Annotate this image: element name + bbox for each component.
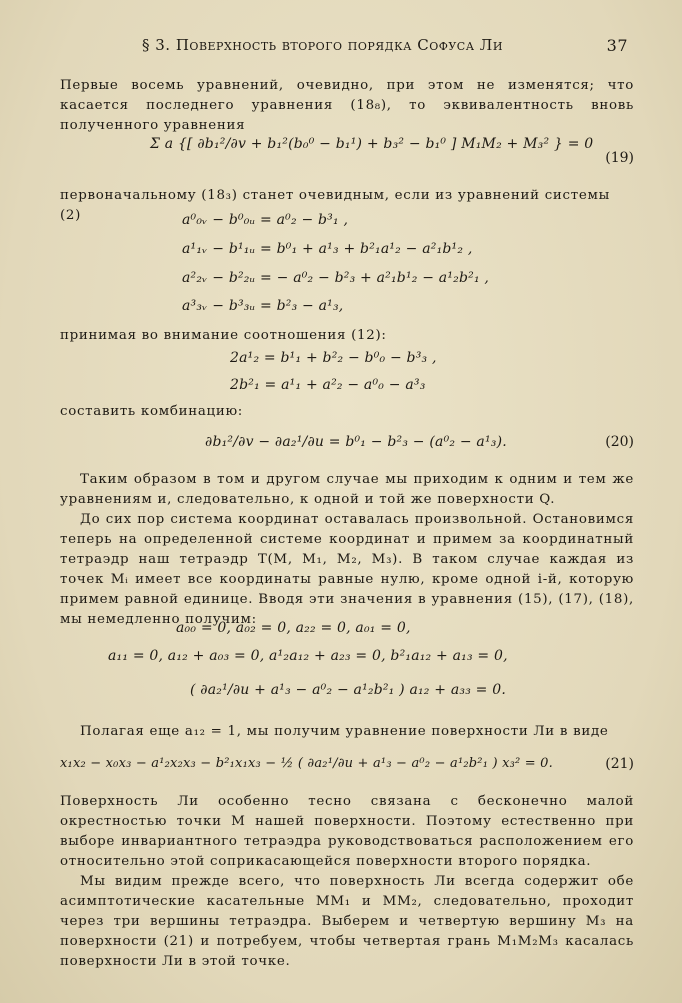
system-2-line-3: a²₂ᵥ − b²₂ᵤ = − a⁰₂ − b²₃ + a²₁b¹₂ − a¹₂b²₁ ,	[182, 270, 490, 286]
equation-20-number: (20)	[605, 434, 634, 450]
section-title: § 3. Поверхность второго порядка Софуса Ли	[142, 36, 503, 54]
page-number: 37	[606, 36, 628, 55]
paragraph-1: Первые восемь уравнений, очевидно, при этом не изменятся; что касается последнего уравнения (18₈), то эквивалентность вновь полученного уравнения	[60, 78, 634, 133]
equation-21: x₁x₂ − x₀x₃ − a¹₂x₂x₃ − b²₁x₁x₃ − ½ ( ∂a₂¹/∂u + a¹₃ − a⁰₂ − a¹₂b²₁ ) x₃² = 0.	[60, 756, 553, 771]
running-header	[60, 36, 632, 58]
paragraph-5: Таким образом в том и другом случае мы приходим к одним и тем же уравнениям и, следовательно, к одной и той же поверхности Q.	[60, 472, 634, 507]
equations-row-1: a₀₀ = 0, a₀₂ = 0, a₂₂ = 0, a₀₁ = 0,	[176, 620, 411, 636]
paragraph-8: Поверхность Ли особенно тесно связана с бесконечно малой окрестностью точки M нашей поверхности. Поэтому естественно при выборе инвариантного тетраэдра руководствоваться расположением его относительно этой соприкасающейся поверхности второго порядка.	[60, 794, 634, 869]
system-2-line-4: a³₃ᵥ − b³₃ᵤ = b²₃ − a¹₃,	[182, 298, 344, 314]
equation-19: Σ a {[ ∂b₁²/∂v + b₁²(b₀⁰ − b₁¹) + b₃² − b₁⁰ ] M₁M₂ + M₃² } = 0	[150, 136, 594, 152]
equation-19-number: (19)	[605, 150, 634, 166]
paragraph-4: составить комбинацию:	[60, 404, 244, 419]
paragraph-9: Мы видим прежде всего, что поверхность Ли всегда содержит обе асимптотические касательные MM₁ и MM₂, следовательно, проходит через три вершины тетраэдра. Выберем и четвертую вершину M₃ на поверхности (21) и потребуем, чтобы четвертая грань M₁M₂M₃ касалась поверхности Ли в этой точке.	[60, 874, 634, 969]
equation-21-number: (21)	[605, 756, 634, 772]
relation-12-line-2: 2b²₁ = a¹₁ + a²₂ − a⁰₀ − a³₃	[230, 377, 426, 393]
paragraph-6: До сих пор система координат оставалась произвольной. Остановимся теперь на определенной системе координат и примем за координатный тетраэдр наш тетраэдр T(M, M₁, M₂, M₃). В таком случае каждая из точек Mᵢ имеет все координаты равные нулю, кроме одной i-й, которую примем равной единице. Вводя эти значения в уравнения (15), (17), (18), мы немедленно получим:	[60, 512, 634, 627]
paragraph-7: Полагая еще a₁₂ = 1, мы получим уравнение поверхности Ли в виде	[80, 724, 609, 739]
paragraph-2: первоначальному (18₃) станет очевидным, если из уравнений системы (2)	[60, 188, 610, 223]
relation-12-line-1: 2a¹₂ = b¹₁ + b²₂ − b⁰₀ − b³₃ ,	[230, 350, 437, 366]
system-2-line-1: a⁰₀ᵥ − b⁰₀ᵤ = a⁰₂ − b³₁ ,	[182, 212, 349, 228]
paragraph-3: принимая во внимание соотношения (12):	[60, 328, 387, 343]
equation-20: ∂b₁²/∂v − ∂a₂¹/∂u = b⁰₁ − b²₃ − (a⁰₂ − a¹₃).	[205, 434, 507, 450]
equations-row-2: a₁₁ = 0, a₁₂ + a₀₃ = 0, a¹₂a₁₂ + a₂₃ = 0, b²₁a₁₂ + a₁₃ = 0,	[108, 648, 508, 664]
system-2-line-2: a¹₁ᵥ − b¹₁ᵤ = b⁰₁ + a¹₃ + b²₁a¹₂ − a²₁b¹₂ ,	[182, 241, 473, 257]
equations-row-3: ( ∂a₂¹/∂u + a¹₃ − a⁰₂ − a¹₂b²₁ ) a₁₂ + a₃₃ = 0.	[190, 682, 507, 698]
